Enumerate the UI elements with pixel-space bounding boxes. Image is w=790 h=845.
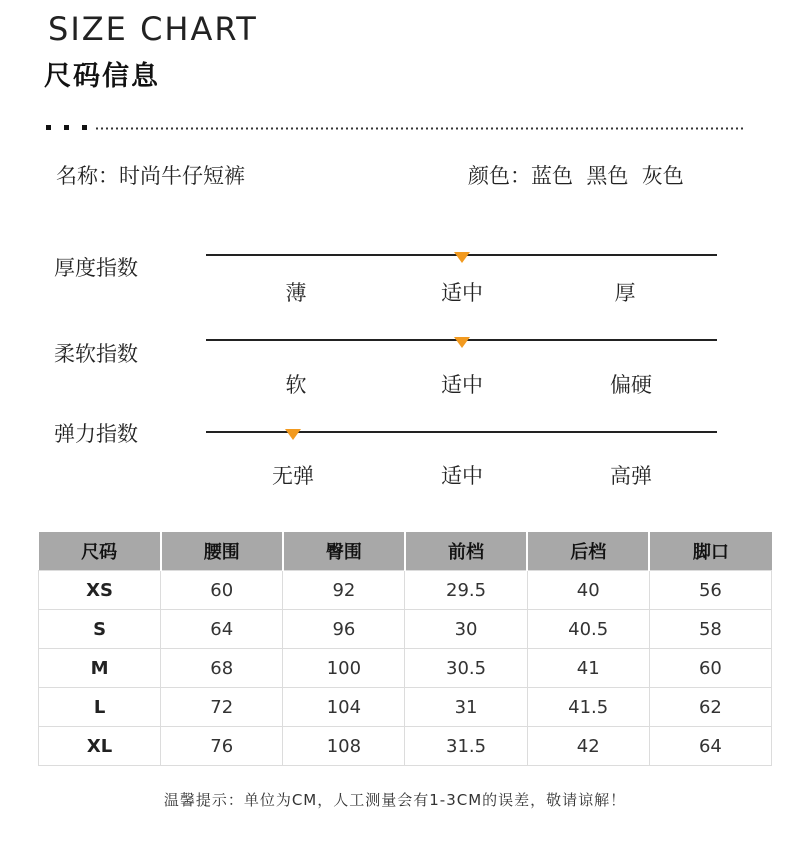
table-cell: 104 xyxy=(283,688,405,727)
scale-tick: 厚 xyxy=(614,281,636,305)
scale-tick: 适中 xyxy=(441,464,483,488)
scale-tick: 无弹 xyxy=(272,464,314,488)
scale-line xyxy=(206,431,717,433)
table-cell: 31 xyxy=(405,688,527,727)
scale-tick: 薄 xyxy=(285,281,307,305)
table-row xyxy=(39,688,772,727)
table-cell: 68 xyxy=(161,649,283,688)
table-header: 前档 xyxy=(405,532,527,571)
table-cell: M xyxy=(39,649,161,688)
table-cell: 40.5 xyxy=(527,610,649,649)
scale-tick: 软 xyxy=(285,373,307,397)
product-colors: 颜色：蓝色 黑色 灰色 xyxy=(468,164,684,188)
title-chinese: 尺码信息 xyxy=(44,61,160,92)
table-cell: 41 xyxy=(527,649,649,688)
scale-marker xyxy=(454,252,470,263)
table-cell: 40 xyxy=(527,571,649,610)
table-cell: 92 xyxy=(283,571,405,610)
table-cell: L xyxy=(39,688,161,727)
table-header: 后档 xyxy=(527,532,649,571)
table-cell: 29.5 xyxy=(405,571,527,610)
scale-tick: 适中 xyxy=(441,281,483,305)
table-cell: 108 xyxy=(283,727,405,766)
scale-tick: 适中 xyxy=(441,373,483,397)
table-cell: 100 xyxy=(283,649,405,688)
table-cell: 64 xyxy=(161,610,283,649)
table-header: 臀围 xyxy=(283,532,405,571)
table-cell: XL xyxy=(39,727,161,766)
table-cell: S xyxy=(39,610,161,649)
measurement-note: 温馨提示：单位为CM，人工测量会有1-3CM的误差，敬请谅解！ xyxy=(163,791,627,809)
scale-label: 厚度指数 xyxy=(54,256,138,280)
table-cell: XS xyxy=(39,571,161,610)
title-english: SIZE CHART xyxy=(48,10,258,48)
table-cell: 30.5 xyxy=(405,649,527,688)
table-cell: 60 xyxy=(649,649,771,688)
size-table xyxy=(38,532,772,766)
scale-marker xyxy=(285,429,301,440)
table-cell: 72 xyxy=(161,688,283,727)
table-row xyxy=(39,610,772,649)
scale-label: 弹力指数 xyxy=(54,422,138,446)
product-name: 名称：时尚牛仔短裤 xyxy=(56,164,245,188)
scale-marker xyxy=(454,337,470,348)
table-header: 脚口 xyxy=(649,532,771,571)
table-header-row xyxy=(39,532,772,571)
table-cell: 76 xyxy=(161,727,283,766)
table-cell: 42 xyxy=(527,727,649,766)
table-row xyxy=(39,571,772,610)
table-header: 腰围 xyxy=(161,532,283,571)
table-row xyxy=(39,649,772,688)
table-cell: 58 xyxy=(649,610,771,649)
table-header: 尺码 xyxy=(39,532,161,571)
table-cell: 64 xyxy=(649,727,771,766)
scale-tick: 偏硬 xyxy=(610,373,652,397)
scale-tick: 高弹 xyxy=(610,464,652,488)
dotted-divider xyxy=(46,125,746,131)
table-cell: 41.5 xyxy=(527,688,649,727)
table-cell: 60 xyxy=(161,571,283,610)
table-row xyxy=(39,727,772,766)
table-cell: 30 xyxy=(405,610,527,649)
table-cell: 56 xyxy=(649,571,771,610)
scale-label: 柔软指数 xyxy=(54,342,138,366)
table-cell: 31.5 xyxy=(405,727,527,766)
table-cell: 62 xyxy=(649,688,771,727)
table-cell: 96 xyxy=(283,610,405,649)
